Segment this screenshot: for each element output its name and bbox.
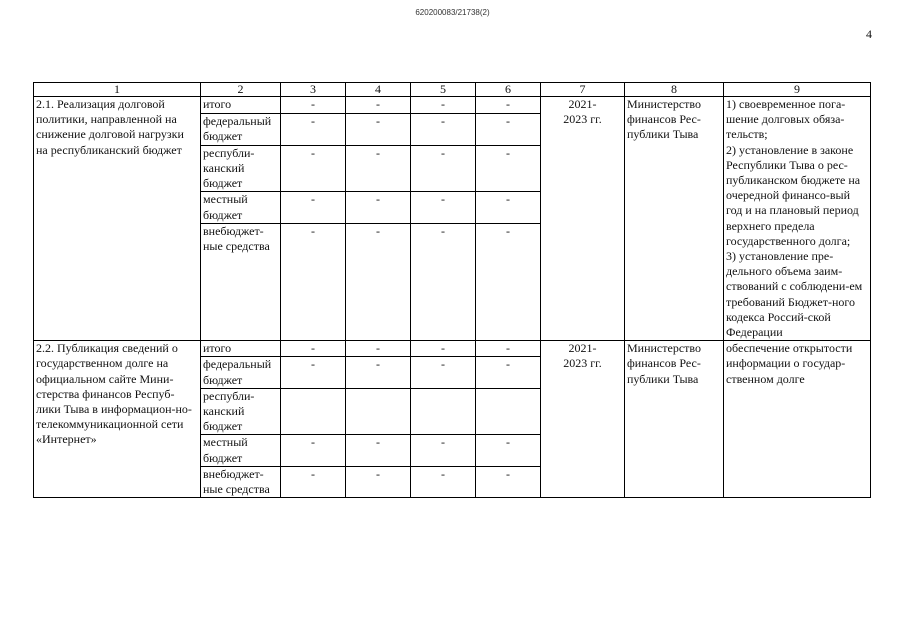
- funding-source-cell: внебюджет-ные средства: [201, 223, 281, 340]
- amount-cell: -: [476, 114, 541, 146]
- expected-result-cell: обеспечение открытости информации о государ-ственном долге: [724, 341, 871, 498]
- amount-cell: [346, 388, 411, 435]
- amount-cell: [411, 388, 476, 435]
- column-number: 5: [411, 83, 476, 97]
- executor-cell: Министерство финансов Рес-публики Тыва: [625, 341, 724, 498]
- column-number: 1: [34, 83, 201, 97]
- funding-source-cell: местный бюджет: [201, 192, 281, 224]
- funding-source-cell: республи-канский бюджет: [201, 388, 281, 435]
- amount-cell: -: [476, 97, 541, 114]
- amount-cell: -: [411, 145, 476, 192]
- period-cell: 2021- 2023 гг.: [541, 97, 625, 341]
- column-number: 8: [625, 83, 724, 97]
- column-number: 7: [541, 83, 625, 97]
- amount-cell: -: [281, 341, 346, 357]
- amount-cell: -: [411, 341, 476, 357]
- amount-cell: -: [411, 223, 476, 340]
- funding-source-cell: местный бюджет: [201, 435, 281, 466]
- table-row: [34, 97, 871, 114]
- period-cell: 2021- 2023 гг.: [541, 341, 625, 498]
- amount-cell: -: [476, 341, 541, 357]
- amount-cell: -: [411, 466, 476, 497]
- column-number: 6: [476, 83, 541, 97]
- amount-cell: -: [476, 466, 541, 497]
- funding-source-cell: республи-канский бюджет: [201, 145, 281, 192]
- amount-cell: -: [281, 357, 346, 388]
- column-number-row: [34, 83, 871, 97]
- amount-cell: -: [346, 223, 411, 340]
- amount-cell: -: [476, 145, 541, 192]
- amount-cell: -: [476, 223, 541, 340]
- funding-source-cell: итого: [201, 341, 281, 357]
- amount-cell: -: [281, 145, 346, 192]
- activity-cell: 2.1. Реализация долговой политики, направленной на снижение долговой нагрузки на республиканский бюджет: [34, 97, 201, 341]
- amount-cell: -: [346, 145, 411, 192]
- amount-cell: -: [281, 114, 346, 146]
- amount-cell: -: [281, 192, 346, 224]
- activity-cell: 2.2. Публикация сведений о государственном долге на официальном сайте Мини-стерства финансов Респуб-лики Тыва в информацион-но-телекоммуникационной сети «Интернет»: [34, 341, 201, 498]
- funding-source-cell: итого: [201, 97, 281, 114]
- amount-cell: -: [476, 357, 541, 388]
- amount-cell: -: [281, 435, 346, 466]
- amount-cell: -: [346, 341, 411, 357]
- amount-cell: -: [346, 357, 411, 388]
- amount-cell: -: [346, 114, 411, 146]
- amount-cell: -: [346, 192, 411, 224]
- expected-result-cell: 1) своевременное пога-шение долговых обяза-тельств; 2) установление в законе Республики Тыва о рес-публиканском бюджете на очередной финансо-вый год и на плановый период верхнего предела государственного долга; 3) установление пре-дельного объема заим-ствований с соблюдени-ем требований Бюджет-ного кодекса Россий-ской Федерации: [724, 97, 871, 341]
- amount-cell: -: [476, 435, 541, 466]
- amount-cell: -: [411, 192, 476, 224]
- column-number: 9: [724, 83, 871, 97]
- column-number: 3: [281, 83, 346, 97]
- funding-source-cell: федеральный бюджет: [201, 114, 281, 146]
- amount-cell: -: [411, 435, 476, 466]
- executor-cell: Министерство финансов Рес-публики Тыва: [625, 97, 724, 341]
- amount-cell: [281, 388, 346, 435]
- amount-cell: [476, 388, 541, 435]
- amount-cell: -: [281, 466, 346, 497]
- column-number: 4: [346, 83, 411, 97]
- table-row: [34, 341, 871, 357]
- amount-cell: -: [411, 357, 476, 388]
- amount-cell: -: [411, 114, 476, 146]
- document-id: 620200083/21738(2): [415, 8, 490, 17]
- amount-cell: -: [346, 97, 411, 114]
- page-number: 4: [866, 27, 872, 41]
- amount-cell: -: [346, 466, 411, 497]
- amount-cell: -: [476, 192, 541, 224]
- funding-source-cell: федеральный бюджет: [201, 357, 281, 388]
- amount-cell: -: [346, 435, 411, 466]
- amount-cell: -: [411, 97, 476, 114]
- program-activities-table: [33, 82, 871, 498]
- column-number: 2: [201, 83, 281, 97]
- amount-cell: -: [281, 97, 346, 114]
- amount-cell: -: [281, 223, 346, 340]
- funding-source-cell: внебюджет-ные средства: [201, 466, 281, 497]
